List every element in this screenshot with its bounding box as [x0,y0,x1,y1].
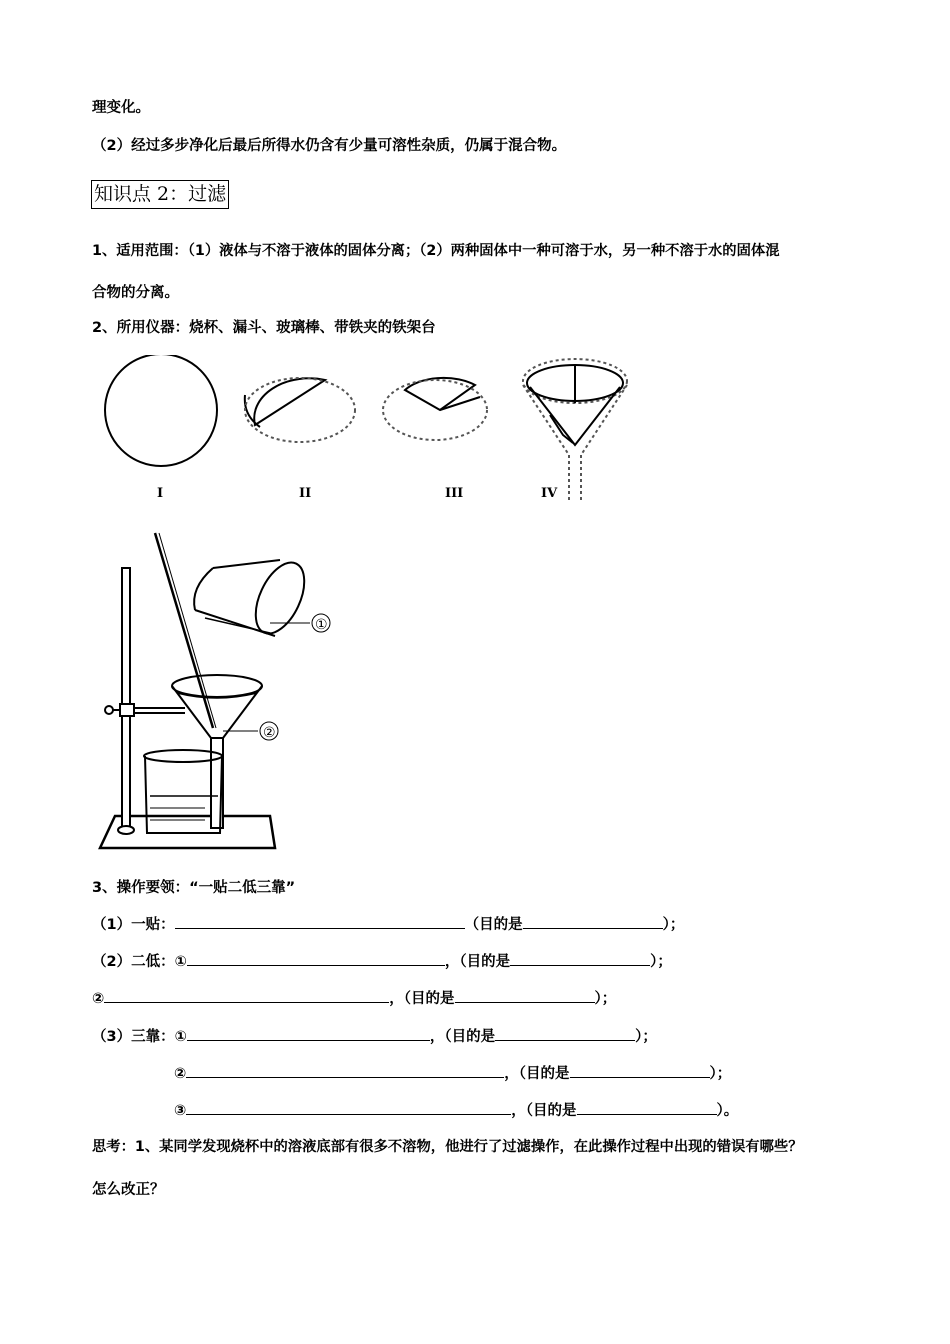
think-line-1: 思考：1、某同学发现烧杯中的溶液底部有很多不溶物，他进行了过滤操作，在此操作过程中出现的错误有哪些？ [92,1139,803,1155]
step-sankao-3-purpose-blank[interactable] [577,1100,717,1115]
step-sankao-2-end: ）； [709,1066,732,1082]
think-line-2: 怎么改正？ [92,1182,165,1198]
text-line-a: 理变化。 [92,100,150,116]
steps-title: 3、操作要领：“一贴二低三靠” [92,880,296,896]
step-sankao-2-blank[interactable] [186,1063,504,1078]
callout-2: ② [263,725,276,741]
fold-step-1-circle [105,355,217,466]
step-sankao-1-purpose-blank[interactable] [495,1026,635,1041]
step-sankao-2-purpose-blank[interactable] [570,1063,710,1078]
step-erdi-1-prefix: （2）二低：① [92,954,187,970]
pouring-beaker [194,555,314,641]
step-erdi-2-prefix: ② [92,991,105,1007]
step-yitie-blank[interactable] [175,914,465,929]
step-erdi-1-purpose-blank[interactable] [510,951,650,966]
step-erdi-2 [92,988,616,1009]
step-sankao-1 [92,1026,657,1047]
step-erdi-2-end: ）； [594,991,617,1007]
fold-label-2: II [299,486,312,501]
step-yitie-prefix: （1）一贴： [92,917,175,933]
fold-label-1: I [157,486,164,501]
step-erdi-1-blank[interactable] [187,951,445,966]
step-erdi-2-blank[interactable] [104,988,389,1003]
step-sankao-3 [174,1100,738,1121]
fold-step-2-half [254,378,325,425]
step-sankao-3-purpose: ，（目的是 [511,1103,577,1119]
step-sankao-1-blank[interactable] [187,1026,430,1041]
step-sankao-2-prefix: ② [174,1066,187,1082]
scope-line-1: 1、适用范围：（1）液体与不溶于液体的固体分离；（2）两种固体中一种可溶于水，另一种不溶于水的固体混 [92,243,780,259]
scope-line-2: 合物的分离。 [92,285,179,301]
filtration-apparatus-figure [95,528,345,868]
step-yitie [92,914,684,935]
step-sankao-2-purpose: ，（目的是 [504,1066,570,1082]
step-erdi-1-end: ）； [650,954,672,970]
callout-1: ① [315,617,328,633]
step-sankao-3-prefix: ③ [174,1103,187,1119]
filter-paper-folding-figure [95,355,655,515]
stand-rod [122,568,130,830]
step-erdi-2-purpose-blank[interactable] [455,988,595,1003]
step-sankao-1-end: ）； [635,1029,657,1045]
step-erdi-1-purpose: ，（目的是 [444,954,511,970]
step-sankao-1-prefix: （3）三靠：① [92,1029,187,1045]
step-sankao-3-end: ）。 [716,1103,739,1119]
step-yitie-purpose: （目的是 [464,917,523,933]
step-sankao-2 [174,1063,731,1084]
section-heading: 知识点 2：过滤 [91,180,229,209]
text-line-b: （2）经过多步净化后最后所得水仍含有少量可溶性杂质，仍属于混合物。 [92,138,567,154]
step-erdi-2-purpose: ，（目的是 [389,991,455,1007]
step-sankao-1-purpose: ，（目的是 [429,1029,496,1045]
fold-label-4: IV [541,486,558,501]
step-yitie-purpose-blank[interactable] [523,914,663,929]
step-erdi-1 [92,951,672,972]
funnel-rim [172,675,262,697]
instruments-line: 2、所用仪器：烧杯、漏斗、玻璃棒、带铁夹的铁架台 [92,320,436,336]
step-yitie-end: ）； [662,917,685,933]
fold-label-3: III [445,486,464,501]
glass-rod [155,533,213,728]
step-sankao-3-blank[interactable] [186,1100,511,1115]
